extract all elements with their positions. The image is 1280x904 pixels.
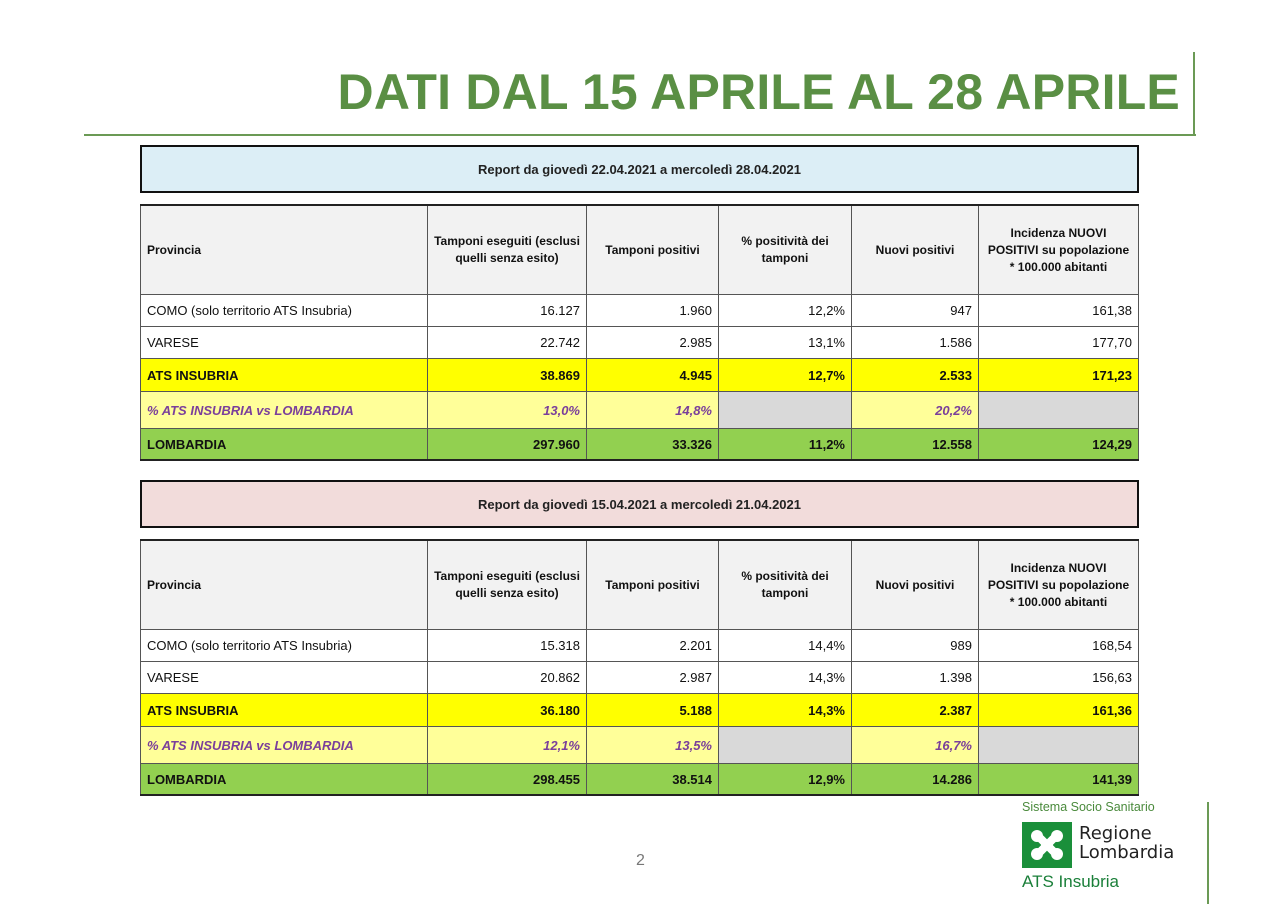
cell-positivi: 33.326 [587,429,719,461]
cell-positivi: 13,5% [587,727,719,764]
cell-eseguiti: 15.318 [428,630,587,662]
header-incidenza: Incidenza NUOVI POSITIVI su popolazione * 100.000 abitanti [979,205,1139,295]
cell-eseguiti: 36.180 [428,694,587,727]
cell-nuovi: 16,7% [852,727,979,764]
cell-nuovi: 947 [852,295,979,327]
header-positivita: % positività dei tamponi [719,540,852,630]
row-label: VARESE [141,327,428,359]
table-row-ats-vs-lombardia [141,727,1139,764]
cell-perc: 13,1% [719,327,852,359]
table-row-ats-insubria [141,694,1139,727]
header-tamponi-positivi: Tamponi positivi [587,205,719,295]
page-number: 2 [636,852,645,869]
cell-positivi: 38.514 [587,764,719,796]
table-row-ats-vs-lombardia [141,392,1139,429]
cell-perc: 14,3% [719,694,852,727]
regione-lombardia-logo-icon [1022,822,1072,868]
cell-empty [719,727,852,764]
logo-name [1079,824,1174,862]
cell-nuovi: 989 [852,630,979,662]
table-row-varese [141,662,1139,694]
cell-positivi: 5.188 [587,694,719,727]
row-label: VARESE [141,662,428,694]
header-positivita: % positività dei tamponi [719,205,852,295]
table-row-como [141,295,1139,327]
cell-perc: 11,2% [719,429,852,461]
header-nuovi-positivi: Nuovi positivi [852,540,979,630]
cell-positivi: 2.201 [587,630,719,662]
report-heading-2: Report da giovedì 15.04.2021 a mercoledì 21.04.2021 [140,480,1139,528]
logo-ats-text: ATS Insubria [1022,872,1120,891]
cell-nuovi: 12.558 [852,429,979,461]
cell-empty [719,392,852,429]
header-nuovi-positivi: Nuovi positivi [852,205,979,295]
cell-incidenza: 161,36 [979,694,1139,727]
cell-nuovi: 20,2% [852,392,979,429]
cell-incidenza: 177,70 [979,327,1139,359]
row-label: LOMBARDIA [141,764,428,796]
cell-eseguiti: 12,1% [428,727,587,764]
cell-nuovi: 2.387 [852,694,979,727]
cell-perc: 12,9% [719,764,852,796]
cell-incidenza: 168,54 [979,630,1139,662]
cell-empty [979,392,1139,429]
cell-perc: 12,7% [719,359,852,392]
cell-empty [979,727,1139,764]
cell-positivi: 1.960 [587,295,719,327]
row-label: % ATS INSUBRIA vs LOMBARDIA [141,727,428,764]
report-heading-1: Report da giovedì 22.04.2021 a mercoledì 28.04.2021 [140,145,1139,193]
logo-system-text: Sistema Socio Sanitario [1022,800,1155,814]
table-row-lombardia [141,764,1139,796]
row-label: COMO (solo territorio ATS Insubria) [141,630,428,662]
cell-eseguiti: 298.455 [428,764,587,796]
cell-nuovi: 1.586 [852,327,979,359]
cell-perc: 14,3% [719,662,852,694]
header-provincia: Provincia [141,540,428,630]
cell-incidenza: 156,63 [979,662,1139,694]
cell-incidenza: 171,23 [979,359,1139,392]
table-row-como [141,630,1139,662]
cell-nuovi: 2.533 [852,359,979,392]
table-row-ats-insubria [141,359,1139,392]
logo-name-line1: Regione [1079,823,1152,844]
cell-incidenza: 161,38 [979,295,1139,327]
table-row-varese [141,327,1139,359]
header-tamponi-eseguiti: Tamponi eseguiti (esclusi quelli senza esito) [428,540,587,630]
cell-positivi: 4.945 [587,359,719,392]
header-tamponi-positivi: Tamponi positivi [587,540,719,630]
cell-eseguiti: 38.869 [428,359,587,392]
cell-incidenza: 141,39 [979,764,1139,796]
logo-name-line2: Lombardia [1079,842,1175,863]
row-label: LOMBARDIA [141,429,428,461]
title-side-rule [1193,52,1195,136]
cell-eseguiti: 297.960 [428,429,587,461]
table-header-row [141,540,1139,630]
logo-side-rule [1207,802,1209,904]
header-provincia: Provincia [141,205,428,295]
row-label: COMO (solo territorio ATS Insubria) [141,295,428,327]
table-header-row [141,205,1139,295]
cell-nuovi: 1.398 [852,662,979,694]
cell-eseguiti: 16.127 [428,295,587,327]
row-label: ATS INSUBRIA [141,694,428,727]
cell-perc: 12,2% [719,295,852,327]
page-title: DATI DAL 15 APRILE AL 28 APRILE [337,64,1180,120]
cell-positivi: 2.985 [587,327,719,359]
cell-perc: 14,4% [719,630,852,662]
row-label: % ATS INSUBRIA vs LOMBARDIA [141,392,428,429]
cell-eseguiti: 13,0% [428,392,587,429]
header-tamponi-eseguiti: Tamponi eseguiti (esclusi quelli senza esito) [428,205,587,295]
report-table-2 [140,539,1139,796]
cell-eseguiti: 20.862 [428,662,587,694]
row-label: ATS INSUBRIA [141,359,428,392]
title-underline [84,134,1196,136]
table-row-lombardia [141,429,1139,461]
cell-positivi: 2.987 [587,662,719,694]
cell-nuovi: 14.286 [852,764,979,796]
report-table-1 [140,204,1139,461]
cell-incidenza: 124,29 [979,429,1139,461]
cell-eseguiti: 22.742 [428,327,587,359]
header-incidenza: Incidenza NUOVI POSITIVI su popolazione * 100.000 abitanti [979,540,1139,630]
cell-positivi: 14,8% [587,392,719,429]
